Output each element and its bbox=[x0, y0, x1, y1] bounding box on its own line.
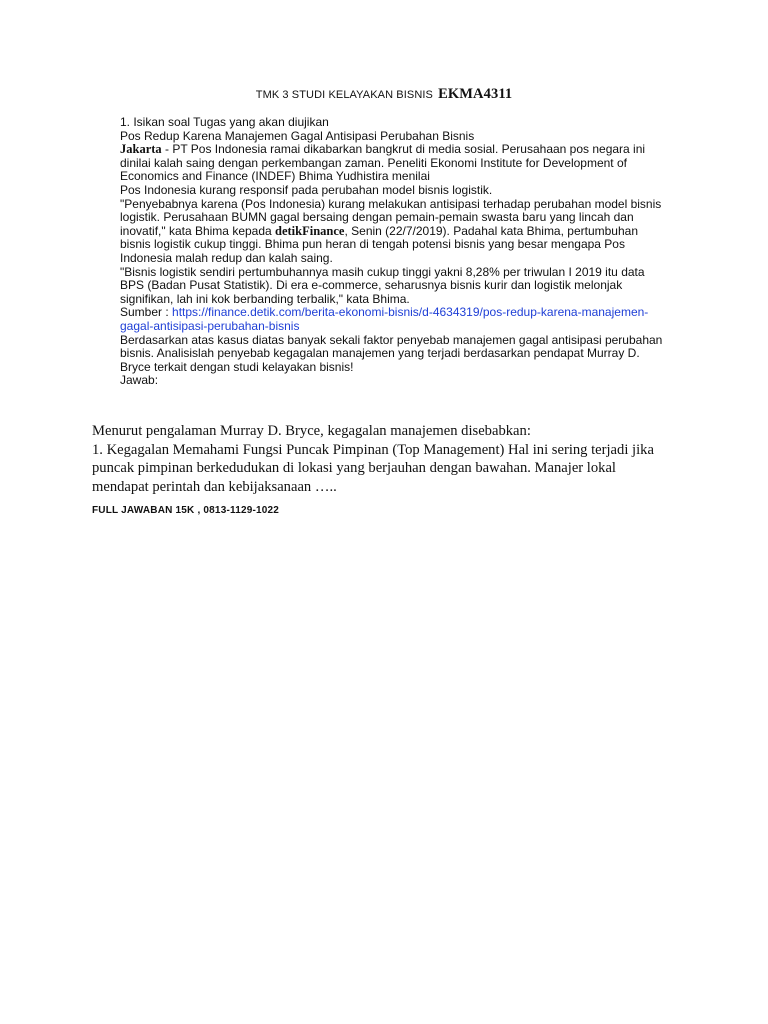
source-label: Sumber : bbox=[120, 305, 173, 320]
paragraph-3-start: "Penyebabnya karena (Pos Indonesia) kurang melakukan antisipasi terhadap perubahan model bisnis logistik. Perusahaan BUMN gagal bersaing dengan pemain-pemain swasta baru yang lincah dan inovatif," kata Bhima kepada bbox=[120, 196, 662, 238]
answer-line-1: Menurut pengalaman Murray D. Bryce, kegagalan manajemen disebabkan: bbox=[92, 423, 531, 439]
paragraph-3-end: , Senin (22/7/2019). Padahal kata Bhima, pertumbuhan bisnis logistik cukup tinggi. Bhima pun heran di tengah potensi bisnis yang besar mengapa Pos Indonesia malah redup dan kalah saing. bbox=[120, 223, 638, 265]
source-link[interactable]: https://finance.detik.com/berita-ekonomi-bisnis/d-4634319/pos-redup-karena-manajemen-gagal-antisipasi-perubahan-bisnis bbox=[120, 305, 649, 333]
title-text: TMK 3 STUDI KELAYAKAN BISNIS bbox=[255, 89, 433, 101]
course-code: EKMA4311 bbox=[438, 86, 513, 102]
article-paragraph-3 bbox=[120, 198, 665, 266]
document-title bbox=[0, 86, 768, 103]
paragraph-1-text: - PT Pos Indonesia ramai dikabarkan bangkrut di media sosial. Perusahaan pos negara ini dinilai kalah saing dengan perkembangan zaman. Peneliti Ekonomi Institute for Development of Economics and Finance (INDEF) Bhima Yudhistira menilai bbox=[120, 142, 646, 184]
article-headline: Pos Redup Karena Manajemen Gagal Antisipasi Perubahan Bisnis bbox=[120, 128, 475, 143]
article-paragraph-4: "Bisnis logistik sendiri pertumbuhannya masih cukup tinggi yakni 8,28% per triwulan I 2019 itu data BPS (Badan Pusat Statistik). Di era e-commerce, seharusnya bisnis kurir dan logistik melonjak signifikan, lah ini kok berbanding terbalik," kata Bhima. bbox=[120, 264, 645, 306]
source-name: detikFinance bbox=[275, 223, 345, 238]
footer-contact: FULL JAWABAN 15K , 0813-1129-1022 bbox=[92, 505, 280, 516]
source-line bbox=[120, 306, 665, 333]
answer-section bbox=[92, 422, 672, 496]
article-paragraph-1 bbox=[120, 143, 665, 184]
answer-line-2: 1. Kegagalan Memahami Fungsi Puncak Pimpinan (Top Management) Hal ini sering terjadi jika puncak pimpinan berkedudukan di lokasi yang berjauhan dengan bawahan. Manajer lokal mendapat perintah dan kebijaksanaan ….. bbox=[92, 441, 654, 495]
answer-label: Jawab: bbox=[120, 373, 159, 388]
dateline: Jakarta bbox=[120, 142, 162, 157]
article-paragraph-2: Pos Indonesia kurang responsif pada perubahan model bisnis logistik. bbox=[120, 182, 493, 197]
question-section bbox=[120, 116, 665, 388]
task-paragraph: Berdasarkan atas kasus diatas banyak sekali faktor penyebab manajemen gagal antisipasi perubahan bisnis. Analisislah penyebab kegagalan manajemen yang terjadi berdasarkan pendapat Murray D. Bryce terkait dengan studi kelayakan bisnis! bbox=[120, 332, 663, 374]
question-intro: 1. Isikan soal Tugas yang akan diujikan bbox=[120, 115, 329, 129]
